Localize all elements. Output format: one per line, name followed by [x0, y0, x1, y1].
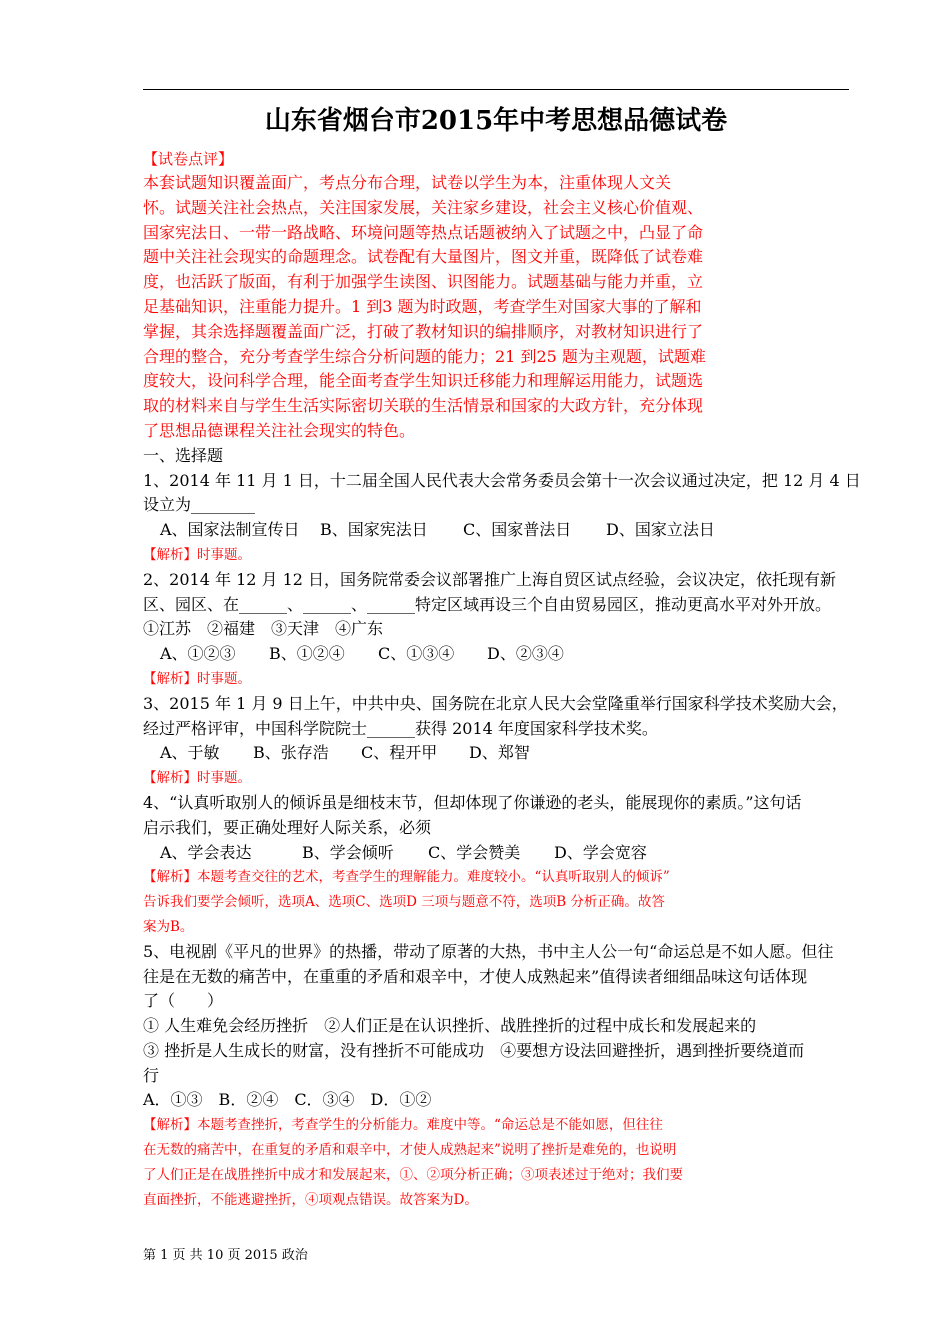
- option-b: B、张存浩: [253, 743, 329, 763]
- analysis: 了人们正是在战胜挫折中成才和发展起来，①、②项分析正确；③项表述过于绝对；我们要: [143, 1166, 683, 1183]
- question-text: 4、“认真听取别人的倾诉虽是细枝末节，但却体现了你谦逊的老头，能展现你的素质。”这句话: [143, 792, 802, 812]
- review-line: 怀。试题关注社会热点，关注国家发展，关注家乡建设，社会主义核心价值观、: [143, 197, 704, 217]
- question-choices: ③ 挫折是人生成长的财富，没有挫折不可能成功 ④要想方设法回避挫折，遇到挫折要绕道而: [143, 1040, 805, 1060]
- question-text: 往是在无数的痛苦中，在重重的矛盾和艰辛中，才使人成熟起来”值得读者细细品味这句话体现: [143, 966, 808, 986]
- review-line: 国家宪法日、一带一路战略、环境问题等热点话题被纳入了试题之中，凸显了命: [143, 222, 704, 242]
- answer-options: A．①③ B．②④ C．③④ D．①②: [143, 1090, 432, 1110]
- analysis: 案为B。: [143, 918, 194, 935]
- review-paragraph: [143, 171, 733, 444]
- question-text: 2、2014 年 12 月 12 日，国务院常委会议部署推广上海自贸区试点经验，会议决定，依托现有新: [143, 569, 837, 589]
- analysis: 【解析】时事题。: [143, 546, 251, 563]
- option-d: D、郑智: [469, 743, 530, 763]
- answer-options: [143, 841, 853, 866]
- page-footer: 第 1 页 共 10 页 2015 政治: [143, 1248, 308, 1263]
- review-label: 【试卷点评】: [143, 150, 234, 168]
- option-b: B、国家宪法日: [320, 520, 428, 540]
- review-line: 题中关注社会现实的命题理念。试卷配有大量图片，图文并重，既降低了试卷难: [143, 247, 704, 267]
- option-a: A、国家法制宣传日: [160, 520, 300, 540]
- option-b: B、学会倾听: [302, 842, 394, 862]
- review-line: 本套试题知识覆盖面广，考点分布合理，试卷以学生为本，注重体现人文关: [143, 173, 672, 192]
- option-a: A、学会表达: [160, 842, 252, 862]
- option-b: B、①②④: [269, 644, 345, 664]
- review-line: 度，也活跃了版面，有利于加强学生读图、识图能力。试题基础与能力并重，立: [143, 272, 704, 292]
- option-a: A、于敏: [160, 743, 220, 763]
- option-c: C、国家普法日: [463, 520, 572, 540]
- review-line: 足基础知识，注重能力提升。1 到3 题为时政题，考查学生对国家大事的了解和: [143, 296, 702, 316]
- question-choices: ①江苏 ②福建 ③天津 ④广东: [143, 619, 384, 639]
- question-2: [143, 568, 853, 692]
- analysis: 【解析】时事题。: [143, 670, 251, 687]
- option-a: A、①②③: [160, 644, 236, 664]
- analysis: 在无数的痛苦中，在重复的矛盾和艰辛中，才使人成熟起来”说明了挫折是难免的，也说明: [143, 1142, 677, 1159]
- question-text: 经过严格评审，中国科学院院士______获得 2014 年度国家科学技术奖。: [143, 718, 658, 738]
- question-choices: ① 人生难免会经历挫折 ②人们正是在认识挫折、战胜挫折的过程中成长和发展起来的: [143, 1016, 757, 1036]
- analysis: 【解析】时事题。: [143, 770, 251, 787]
- section-heading: 一、选择题: [143, 445, 224, 465]
- question-text: 3、2015 年 1 月 9 日上午，中共中央、国务院在北京人民大会堂隆重举行国家科学技术奖励大会，: [143, 693, 848, 713]
- question-choices: 行: [143, 1065, 160, 1085]
- answer-options: [143, 741, 853, 766]
- question-5: [143, 940, 853, 1213]
- answer-options: [143, 518, 853, 543]
- question-text: 1、2014 年 11 月 1 日，十二届全国人民代表大会常务委员会第十一次会议通过决定，把 12 月 4 日: [143, 470, 861, 490]
- review-line: 了思想品德课程关注社会现实的特色。: [143, 420, 416, 440]
- option-c: C、程开甲: [361, 743, 438, 763]
- review-line: 度较大，设问科学合理，能全面考查学生知识迁移能力和理解运用能力，试题选: [143, 371, 704, 391]
- answer-options: [143, 642, 853, 667]
- option-d: D、国家立法日: [606, 520, 715, 540]
- header-rule: [143, 89, 849, 90]
- option-c: C、①③④: [378, 644, 455, 664]
- analysis: 【解析】本题考查交往的艺术，考查学生的理解能力。难度较小。“认真听取别人的倾诉”: [143, 869, 670, 886]
- review-line: 合理的整合，充分考查学生综合分析问题的能力；21 到25 题为主观题，试题难: [143, 346, 706, 366]
- question-3: [143, 692, 853, 791]
- review-line: 掌握，其余选择题覆盖面广泛，打破了教材知识的编排顺序，对教材知识进行了: [143, 321, 704, 341]
- option-d: D、学会宽容: [554, 842, 647, 862]
- page-content: [143, 147, 861, 1212]
- question-text: 启示我们，要正确处理好人际关系，必须: [143, 817, 432, 837]
- option-c: C、学会赞美: [428, 842, 521, 862]
- question-text: 5、电视剧《平凡的世界》的热播，带动了原著的大热，书中主人公一句“命运总是不如人愿。但往: [143, 941, 834, 961]
- analysis: 告诉我们要学会倾听，选项A、选项C、选项D 三项与题意不符，选项B 分析正确。故答: [143, 894, 665, 911]
- question-text: 区、园区、在______、______、______特定区域再设三个自由贸易园区，推动更高水平对外开放。: [143, 594, 832, 614]
- analysis: 直面挫折，不能逃避挫折，④项观点错误。故答案为D。: [143, 1191, 478, 1208]
- option-d: D、②③④: [487, 644, 564, 664]
- question-text: 了（ ）: [143, 991, 224, 1011]
- question-1: [143, 469, 861, 568]
- review-line: 取的材料来自与学生生活实际密切关联的生活情景和国家的大政方针，充分体现: [143, 396, 704, 416]
- analysis: 【解析】本题考查挫折，考查学生的分析能力。难度中等。“命运总是不能如愿，但往往: [143, 1117, 663, 1134]
- question-4: [143, 791, 853, 940]
- question-text: 设立为________: [143, 495, 256, 515]
- page-title: 山东省烟台市2015年中考思想品德试卷: [264, 106, 728, 136]
